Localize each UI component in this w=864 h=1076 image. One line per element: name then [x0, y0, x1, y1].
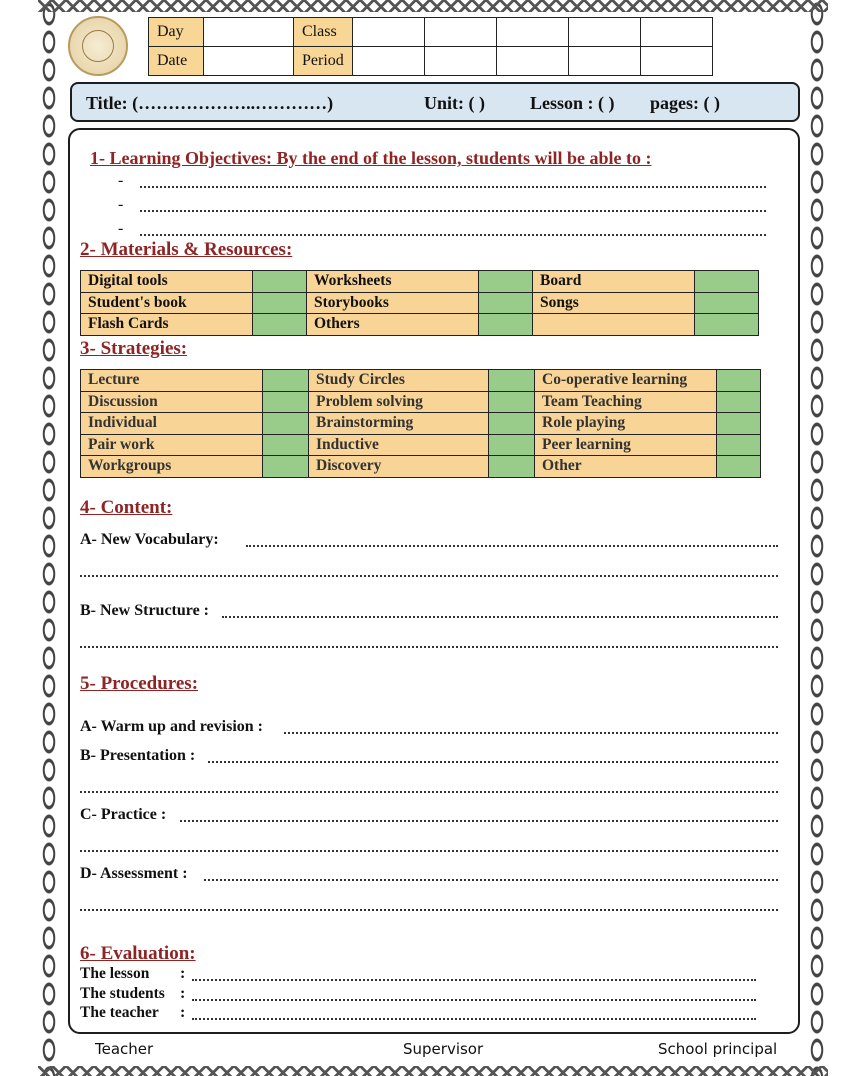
- strategy-check[interactable]: [263, 434, 309, 456]
- new-vocabulary-label: A- New Vocabulary:: [80, 531, 219, 548]
- new-structure-line[interactable]: [222, 604, 778, 618]
- materials-heading: 2- Materials & Resources:: [80, 239, 293, 260]
- material-check[interactable]: [253, 271, 307, 293]
- objective-bullet-1: -: [118, 172, 124, 189]
- objectives-heading: 1- Learning Objectives: By the end of the lesson, students will be able to :: [90, 148, 652, 168]
- ministry-logo: [68, 16, 128, 76]
- strategy-check[interactable]: [717, 370, 761, 392]
- material-check[interactable]: [479, 271, 533, 293]
- strategy-label: Co-operative learning: [535, 370, 717, 392]
- strategy-label: Workgroups: [81, 456, 263, 478]
- table-row: [81, 314, 759, 336]
- warmup-label: A- Warm up and revision :: [80, 718, 263, 735]
- material-check[interactable]: [695, 271, 759, 293]
- day-field[interactable]: [204, 18, 294, 47]
- strategy-label: Problem solving: [309, 391, 489, 413]
- logo-emblem-icon: [82, 30, 114, 62]
- strategy-check[interactable]: [489, 413, 535, 435]
- evaluation-heading: 6- Evaluation:: [80, 943, 196, 964]
- period-label: Period: [294, 47, 353, 76]
- objective-bullet-2: -: [118, 196, 124, 213]
- class-field-2[interactable]: [424, 18, 496, 47]
- strategy-check[interactable]: [489, 434, 535, 456]
- strategy-label: Peer learning: [535, 434, 717, 456]
- class-field-1[interactable]: [352, 18, 424, 47]
- strategy-check[interactable]: [263, 391, 309, 413]
- eval-students-colon: :: [180, 985, 186, 1002]
- strategy-check[interactable]: [717, 391, 761, 413]
- period-field-4[interactable]: [568, 47, 640, 76]
- strategy-label: Study Circles: [309, 370, 489, 392]
- bottom-border-chain: [38, 1066, 828, 1076]
- material-label: Storybooks: [307, 292, 479, 314]
- strategy-label: Discussion: [81, 391, 263, 413]
- strategy-check[interactable]: [717, 413, 761, 435]
- material-label: Worksheets: [307, 271, 479, 293]
- header-info-table: [148, 17, 713, 76]
- objective-bullet-3: -: [118, 220, 124, 237]
- teacher-signature-label: Teacher: [95, 1040, 154, 1058]
- strategy-check[interactable]: [263, 370, 309, 392]
- strategy-label: Team Teaching: [535, 391, 717, 413]
- title-field[interactable]: Title: (………………..…………): [86, 93, 334, 113]
- class-field-5[interactable]: [640, 18, 712, 47]
- material-label: Board: [533, 271, 695, 293]
- material-label: Digital tools: [81, 271, 253, 293]
- warmup-line[interactable]: [284, 720, 778, 734]
- eval-lesson-label: The lesson: [80, 965, 150, 982]
- right-border-chain: [806, 0, 828, 1076]
- eval-teacher-colon: :: [180, 1004, 186, 1021]
- strategy-check[interactable]: [489, 391, 535, 413]
- presentation-line-2[interactable]: [80, 779, 778, 793]
- title-bar: [70, 82, 800, 122]
- strategy-label: Discovery: [309, 456, 489, 478]
- material-check[interactable]: [695, 314, 759, 336]
- assessment-line[interactable]: [204, 867, 778, 881]
- material-label: Others: [307, 314, 479, 336]
- table-row: [81, 271, 759, 293]
- material-label: [533, 314, 695, 336]
- table-row: [81, 391, 761, 413]
- table-row: [81, 434, 761, 456]
- new-vocabulary-line[interactable]: [246, 533, 778, 547]
- strategy-label: Pair work: [81, 434, 263, 456]
- strategy-check[interactable]: [263, 456, 309, 478]
- strategy-label: Individual: [81, 413, 263, 435]
- procedures-heading: 5- Procedures:: [80, 673, 199, 694]
- table-row: [81, 413, 761, 435]
- material-label: Student's book: [81, 292, 253, 314]
- eval-students-line[interactable]: [192, 987, 756, 1001]
- strategy-label: Inductive: [309, 434, 489, 456]
- strategy-check[interactable]: [263, 413, 309, 435]
- eval-lesson-colon: :: [180, 965, 186, 982]
- strategy-check[interactable]: [717, 434, 761, 456]
- new-structure-label: B- New Structure :: [80, 602, 210, 619]
- material-label: Songs: [533, 292, 695, 314]
- presentation-line[interactable]: [208, 749, 778, 763]
- principal-signature-label: School principal: [658, 1040, 778, 1058]
- table-row: [81, 292, 759, 314]
- practice-line[interactable]: [180, 808, 778, 822]
- new-vocabulary-line-2[interactable]: [80, 563, 778, 577]
- class-field-3[interactable]: [496, 18, 568, 47]
- strategy-label: Lecture: [81, 370, 263, 392]
- eval-teacher-label: The teacher: [80, 1004, 159, 1021]
- class-label: Class: [294, 18, 353, 47]
- top-border-chain: [38, 0, 828, 12]
- eval-lesson-line[interactable]: [192, 967, 756, 981]
- unit-field[interactable]: Unit: ( ): [424, 93, 485, 113]
- pages-field[interactable]: pages: ( ): [650, 93, 720, 113]
- table-row: [81, 370, 761, 392]
- date-label: Date: [149, 47, 204, 76]
- strategies-table: [80, 369, 761, 478]
- material-check[interactable]: [253, 314, 307, 336]
- content-heading: 4- Content:: [80, 497, 173, 518]
- practice-line-2[interactable]: [80, 838, 778, 852]
- assessment-label: D- Assessment :: [80, 865, 188, 882]
- assessment-line-2[interactable]: [80, 897, 778, 911]
- material-check[interactable]: [479, 314, 533, 336]
- strategy-label: Brainstorming: [309, 413, 489, 435]
- class-field-4[interactable]: [568, 18, 640, 47]
- period-field-3[interactable]: [496, 47, 568, 76]
- material-label: Flash Cards: [81, 314, 253, 336]
- lesson-field[interactable]: Lesson : ( ): [530, 93, 615, 113]
- period-field-1[interactable]: [352, 47, 424, 76]
- table-row: [81, 456, 761, 478]
- new-structure-line-2[interactable]: [80, 634, 778, 648]
- period-field-5[interactable]: [640, 47, 712, 76]
- objective-line-1[interactable]: [140, 174, 766, 188]
- strategies-heading: 3- Strategies:: [80, 338, 188, 359]
- objective-line-2[interactable]: [140, 198, 766, 212]
- material-check[interactable]: [253, 292, 307, 314]
- eval-teacher-line[interactable]: [192, 1006, 756, 1020]
- presentation-label: B- Presentation :: [80, 747, 196, 764]
- materials-table: [80, 270, 759, 336]
- objective-line-3[interactable]: [140, 222, 766, 236]
- date-field[interactable]: [204, 47, 294, 76]
- day-label: Day: [149, 18, 204, 47]
- material-check[interactable]: [695, 292, 759, 314]
- strategy-check[interactable]: [489, 456, 535, 478]
- left-border-chain: [38, 0, 60, 1076]
- strategy-label: Role playing: [535, 413, 717, 435]
- strategy-label: Other: [535, 456, 717, 478]
- strategy-check[interactable]: [489, 370, 535, 392]
- eval-students-label: The students: [80, 985, 165, 1002]
- supervisor-signature-label: Supervisor: [403, 1040, 484, 1058]
- period-field-2[interactable]: [424, 47, 496, 76]
- material-check[interactable]: [479, 292, 533, 314]
- practice-label: C- Practice :: [80, 806, 167, 823]
- strategy-check[interactable]: [717, 456, 761, 478]
